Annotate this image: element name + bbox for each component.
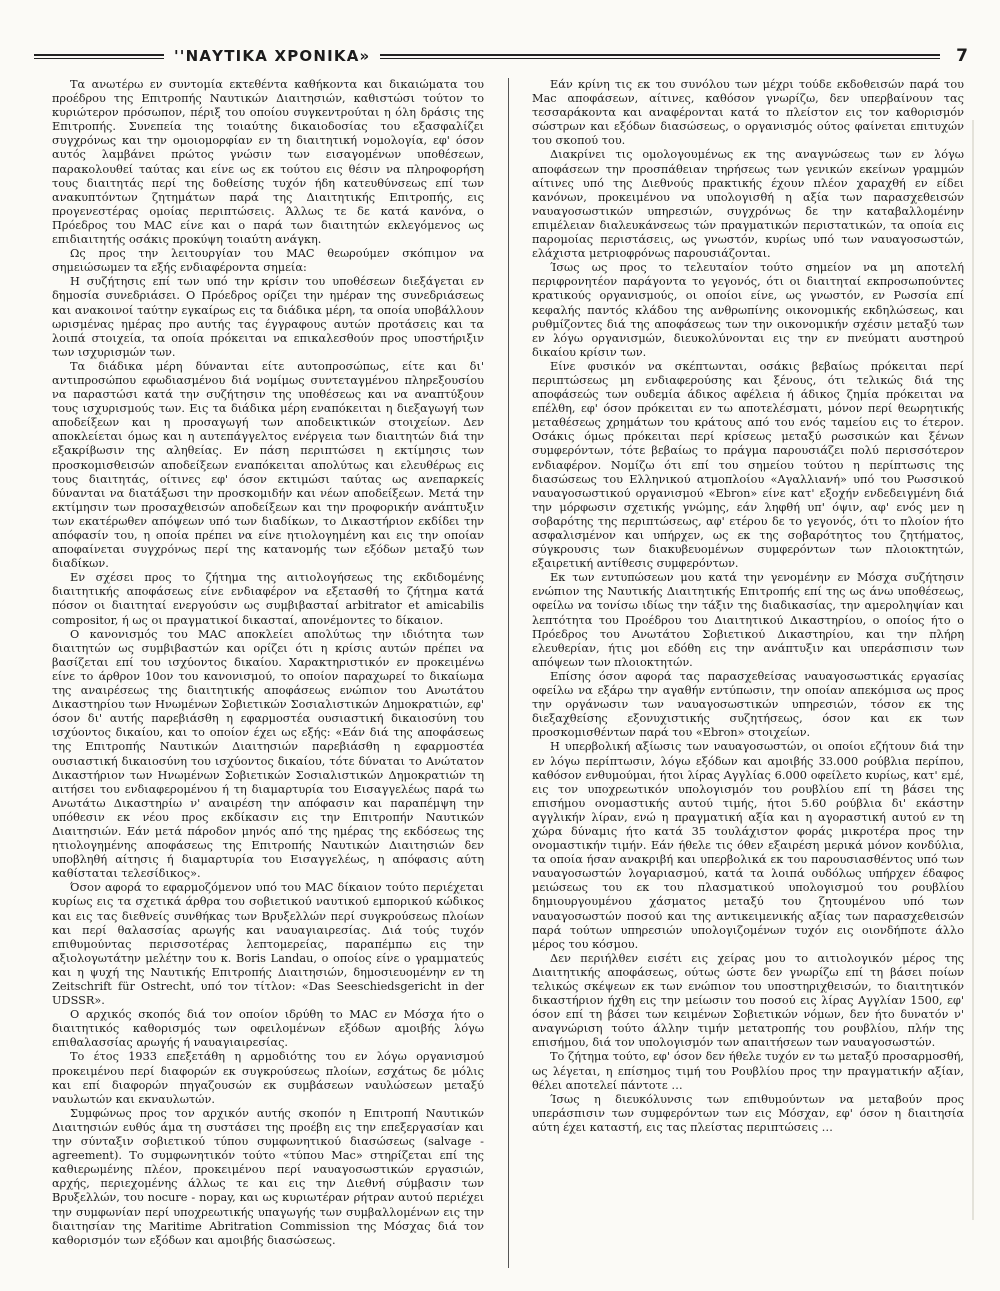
journal-title: ''ΝΑΥΤΙΚΑ ΧΡΟΝΙΚΑ» bbox=[174, 47, 371, 65]
paragraph: Συμφώνως προς τον αρχικόν αυτής σκοπόν η Επιτροπή Ναυτικών Διαιτησιών ευθύς άμα τη συστάσει της προέβη εις την επεξεργασίαν και την σύνταξιν σοβιετικού τύπου συμφωνητικού διασώσεως (salvage - agreement). Το συμφωνητικόν τούτο «τύπου Mac» στηρίζεται επί της καθιερωμένης πλέον, προκειμένου περί ναυαγοσωστικών εργασιών, αρχής, περιεχομένης άλλως τε και εις την Διεθνή σύμβασιν των Βρυξελλών, του nocure - nopay, και ως κυριωτέραν ρήτραν αυτού περιέχει την συμφωνίαν περί υποχρεωτικής υπαγωγής των συμβαλλομένων εις την διαιτησίαν της Maritime Abritration Commission της Μόσχας διά τον καθορισμόν των εξόδων και αμοιβής διασώσεως. bbox=[52, 1106, 484, 1247]
column-divider bbox=[508, 78, 509, 1268]
paragraph: Τα διάδικα μέρη δύνανται είτε αυτοπροσώπως, είτε και δι' αντιπροσώπου εφωδιασμένου διά νομίμως συντεταγμένου πληρεξουσίου να παραστώσι κατά την συζήτησιν της υποθέσεως και να αναπτύξουν τους ισχυρισμούς των. Εις τα διάδικα μέρη εναπόκειται η διεξαγωγή των αποδείξεων και η προσαγωγή των αποδεικτικών στοιχείων. Δεν αποκλείεται όμως και η αυτεπάγγελτος ενέργεια των διαιτητών διά την εξακρίβωσιν της αληθείας. Εν πάση περιπτώσει η εκτίμησις των προσκομισθεισών αποδείξεων εναπόκειται απολύτως και ελευθέρως εις τους διαιτητάς, οίτινες εφ' όσον εκτιμώσι ταύτας ως ανεπαρκείς δύνανται να διατάξωσι την προσκομιδήν και νέων αποδείξεων. Μετά την εκτίμησιν των προσαχθεισών αποδείξεων και την προφορικήν ανάπτυξιν των εκατέρωθεν απόψεων υπό των διαδίκων, το Δικαστήριον εκδίδει την απόφασίν του, η οποία πρέπει να είνε ητιολογημένη και εις την οποίαν αποφαίνεται συγχρόνως περί της κατανομής των εξόδων μεταξύ των διαδίκων. bbox=[52, 359, 484, 571]
header-rule-right bbox=[380, 54, 940, 59]
paragraph: Ο αρχικός σκοπός διά τον οποίον ιδρύθη το MAC εν Μόσχα ήτο ο διαιτητικός καθορισμός των οφειλομένων εξόδων αμοιβής λόγω επιθαλασσίας αρωγής ή ναυαγιαιρεσίας. bbox=[52, 1008, 484, 1050]
paragraph: Το ζήτημα τούτο, εφ' όσον δεν ήθελε τυχόν εν τω μεταξύ προσαρμοσθή, ως λέγεται, η επίσημος τιμή του Ρουβλίου προς την πραγματικήν αξίαν, θέλει αποτελεί πάντοτε … bbox=[532, 1050, 964, 1092]
right-column bbox=[532, 78, 964, 1268]
paragraph: Δεν περιήλθεν εισέτι εις χείρας μου το αιτιολογικόν μέρος της Διαιτητικής αποφάσεως, ούτως ώστε δεν γνωρίζω επί τη βάσει ποίων τελικώς σκέψεων εκ των ενώπιον του υποστηριχθεισών, το διαιτητικόν δικαστήριον ήχθη εις την μείωσιν του ποσού εις λίρας Αγγλίαν 1500, εφ' όσον επί τη βάσει των κειμένων Σοβιετικών νόμων, δεν ήτο δυνατόν ν' αναγνώριση τούτο άλλην τιμήν μετατροπής του ρουβλίου, πλήν της επισήμου, διά τον υπολογισμόν των απαιτήσεων των ναυαγοσωστών. bbox=[532, 951, 964, 1050]
running-header bbox=[34, 44, 968, 68]
paragraph: Διακρίνει τις ομολογουμένως εκ της αναγνώσεως των εν λόγω αποφάσεων την προσπάθειαν τηρήσεως των γενικών εκείνων γραμμών αίτινες υπό της Διεθνούς πρακτικής έχουν πλέον χαραχθή εν είδει κανόνων, προκειμένου να υπολογισθή η αξία των παρασχεθεισών ναυαγοσωστικών υπηρεσιών, συγχρόνως δε την καταβαλλομένην επιμέλειαν διαλευκάνσεως τών πραγματικών περιστατικών, τα οποία εις παρομοίας περιστάσεις, ως γνωστόν, κυρίως υπό των ναυαγοσωστών, ελάχιστα μετριοφρόνως παρουσιάζονται. bbox=[532, 148, 964, 261]
paragraph: Επίσης όσον αφορά τας παρασχεθείσας ναυαγοσωστικάς εργασίας οφείλω να εξάρω την αγαθήν εντύπωσιν, την οποίαν απεκόμισα ως προς την οργάνωσιν των ναυαγοσωστικών υπηρεσιών, τόσον εκ της διεξαχθείσης εξονυχιστικής συζητήσεως, όσον και εκ των προσκομισθέντων παρά του «Ebron» στοιχείων. bbox=[532, 669, 964, 740]
paragraph: Εν σχέσει προς το ζήτημα της αιτιολογήσεως της εκδιδομένης διαιτητικής αποφάσεως είνε ενδιαφέρον να εξετασθή το ζήτημα κατά πόσον οι διαιτηταί ενεργούσιν ως συμβιβασταί arbitrator et amicabilis compositor, ή ως οι πραγματικοί δικασταί, απονέμοντες το δίκαιον. bbox=[52, 571, 484, 627]
page-number: 7 bbox=[956, 46, 968, 66]
scan-edge-shadow bbox=[972, 120, 974, 1220]
header-rule-left bbox=[34, 54, 164, 59]
article-body bbox=[52, 78, 964, 1268]
paragraph: Ως προς την λειτουργίαν του MAC θεωρούμεν σκόπιμον να σημειώσωμεν τα εξής ενδιαφέροντα σημεία: bbox=[52, 247, 484, 275]
paragraph: Η υπερβολική αξίωσις των ναυαγοσωστών, οι οποίοι εζήτουν διά την εν λόγω περίπτωσιν, λόγω εξόδων και αμοιβής 33.000 ρούβλια περίπου, καθόσον ενθυμούμαι, ήτοι λίρας Αγγλίας 6.000 οφείλετο κυρίως, κατ' εμέ, εις τον υποχρεωτικόν υπολογισμόν του ρουβλίου επί τη βάσει της επισήμου ονομαστικής αυτού τιμής, ήτοι 5.60 ρούβλια δι' εκάστην αγγλικήν λίραν, ενώ η πραγματική αξία και η αγοραστική αυτού εν τη χώρα δύναμις ήτο κατά 35 τουλάχιστον φοράς μικροτέρα προς την ονομαστικήν τιμήν. Εάν ήθελε τις όθεν εξαιρέση μερικά μόνον κονδύλια, τα οποία ήσαν ανακριβή και υπερβολικά εκ του παρουσιασθέντος υπό των ναυαγοσωστών λογαριασμού, κατά τα λοιπά ουδόλως υπήρχεν έδαφος μειώσεως του εκ του πλασματικού υπολογισμού του ρουβλίου δημιουργουμένου χάσματος μεταξύ του ζητουμένου υπό των ναυαγοσωστών ποσού και της αντικειμενικής αξίας των παρασχεθεισών παρά τούτων υπηρεσιών υπολογιζομένων τυχόν εις οιονδήποτε άλλο μέρος του κόσμου. bbox=[532, 740, 964, 951]
paragraph: Η συζήτησις επί των υπό την κρίσιν του υποθέσεων διεξάγεται εν δημοσία συνεδριάσει. Ο Πρόεδρος ορίζει την ημέραν της συνεδριάσεως και ανακοινοί ταύτην εγκαίρως εις τα διάδικα μέρη, τα οποία υποβάλλουν ωρισμένας ημέρας προ αυτής τας έγγραφους αυτών προτάσεις και τα λοιπά στοιχεία, τα οποία πρόκειται να επικαλεσθούν προς υποστήριξιν των ισχυρισμών των. bbox=[52, 275, 484, 359]
paragraph: Όσον αφορά το εφαρμοζόμενον υπό του MAC δίκαιον τούτο περιέχεται κυρίως εις τα σχετικά άρθρα του σοβιετικού ναυτικού εμπορικού κώδικος και εις τας διεθνείς συνθήκας των Βρυξελλών περί συγκρούσεως πλοίων και περί θαλασσίας αρωγής και ναυαγιαιρεσίας. Διά τούς τυχόν επιθυμούντας περισσοτέρας λεπτομερείας, παραπέμπω εις την αξιολογωτάτην μελέτην του κ. Boris Landau, ο οποίος είνε ο γραμματεύς και η ψυχή της Ναυτικής Επιτροπής Διαιτησιών, δημοσιευομένην εν τη Zeitschrift für Ostrecht, υπό τον τίτλον: «Das Seeschiedsgericht in der UDSSR». bbox=[52, 881, 484, 1008]
paragraph: Το έτος 1933 επεξετάθη η αρμοδιότης του εν λόγω οργανισμού προκειμένου περί διαφορών εκ συγκρούσεως πλοίων, εσχάτως δε μόλις και επί διαφορών πηγαζουσών εκ συμβάσεων ναυλώσεων μεταξύ ναυλωτών και εκναυλωτών. bbox=[52, 1050, 484, 1106]
paragraph: Ίσως η διευκόλυνσις των επιθυμούντων να μεταβούν προς υπεράσπισιν των συμφερόντων των εις Μόσχαν, εφ' όσον η διαιτησία αύτη έχει καταστή, εις τας πλείστας περιπτώσεις … bbox=[532, 1092, 964, 1134]
paragraph: Είνε φυσικόν να σκέπτωνται, οσάκις βεβαίως πρόκειται περί περιπτώσεως μη ενδιαφερούσης και ξένους, ότι τελικώς διά της αποφάσεώς των ουδεμία άδικος αφέλεια ή άδικος ζημία πρόκειται να επέλθη, εφ' όσον πρόκειται εν τω αποτελέσματι, μόνον περί θεωρητικής μεταθέσεως χρημάτων του κράτους από του ενός ταμείου εις το έτερον. Οσάκις όμως πρόκειται περί κρίσεως μεταξύ ρωσσικών και ξένων συμφερόντων, τότε βεβαίως το πράγμα παρουσιάζει πολύ περισσότερον ενδιαφέρον. Νομίζω ότι επί του σημείου τούτου η περίπτωσις της διασώσεως του Ελληνικού ατμοπλοίου «Αγαλλιανή» υπό του Ρωσσικού ναυαγοσωστικού οργανισμού «Ebron» είνε κατ' εξοχήν ενδεδειγμένη διά την μόρφωσιν σχετικής γνώμης, εάν ληφθή υπ' όψιν, αφ' ενός μεν η σοβαρότης της περιπτώσεως, αφ' ετέρου δε το γεγονός, ότι το πλοίον ήτο ασφαλισμένον και υπήρχεν, ως εκ της σοβαρότητος του ζητήματος, σύγκρουσις των διακυβευομένων συμφερόντων των πλοιοκτητών, εξαιρετική αντίθεσις συμφερόντων. bbox=[532, 359, 964, 571]
paragraph: Ίσως ως προς το τελευταίον τούτο σημείον να μη αποτελή περιφρονητέον παράγοντα το γεγονός, ότι οι διαιτηταί εκπροσωπούντες κρατικούς οργανισμούς, οι οποίοι είνε, ως γνωστόν, εν Ρωσσία επί κεφαλής παντός κλάδου της ανθρωπίνης οικονομικής εκδηλώσεως, και ρυθμίζοντες διά της αποφάσεως των την οικονομικήν σχέσιν μεταξύ των εν λόγω οργανισμών, διευκολύνονται εις την εν πνεύματι αυστηρού δικαίου κρίσιν των. bbox=[532, 261, 964, 359]
paragraph: Ο κανονισμός του MAC αποκλείει απολύτως την ιδιότητα των διαιτητών ως συμβιβαστών και ορίζει ότι η κρίσις αυτών πρέπει να βασίζεται επί του ισχύοντος δικαίου. Χαρακτηριστικόν εν προκειμένω είνε το άρθρον 10ον του κανονισμού, το οποίον παραχωρεί το δικαίωμα της αναιρέσεως της διαιτητικής αποφάσεως ενώπιον του Ανωτάτου Δικαστηρίου των Ηνωμένων Σοβιετικών Σοσιαλιστικών Δημοκρατιών, εφ' όσον δι' αυτής παρεβιάσθη η εφαρμοστέα ουσιαστική δικαιοσύνη του ισχύοντος δικαίου, και το οποίον έχει ως εξής: «Εάν διά της αποφάσεως της Επιτροπής Ναυτικών Διαιτησιών παρεβιάσθη η εφαρμοστέα ουσιαστική δικαιοσύνη του ισχύοντος δικαίου, τότε δύναται το Ανώτατον Δικαστήριον των Ηνωμένων Σοβιετικών Σοσιαλιστικών Δημοκρατιών τη αιτήσει του ενδιαφερομένου ή τη διαμαρτυρία του Εισαγγελέως παρά τω Ανωτάτω Δικαστηρίω ν' αναιρέση την απόφασιν και παραπέμψη την υπόθεσιν εκ νέου προς εκδίκασιν εις την Επιτροπήν Ναυτικών Διαιτησιών. Εάν μετά πάροδον μηνός από της ημέρας της εκδόσεως της ητιολογημένης αποφάσεως της Επιτροπής Ναυτικών Διαιτησιών δεν υποβληθή αίτησις ή διαμαρτυρία του Εισαγγελέως, η απόφασις αύτη καθίσταται τελεσίδικος». bbox=[52, 627, 484, 881]
left-column bbox=[52, 78, 484, 1268]
paragraph: Εκ των εντυπώσεων μου κατά την γενομένην εν Μόσχα συζήτησιν ενώπιον της Ναυτικής Διαιτητικής Επιτροπής επί της ως άνω υποθέσεως, οφείλω να τονίσω ιδίως την τάξιν της διαδικασίας, την αμεροληψίαν και λεπτότητα του Προέδρου του Διαιτητικού Δικαστηρίου, ο οποίος ήτο ο Πρόεδρος του Ανωτάτου Σοβιετικού Δικαστηρίου, και την πλήρη ελευθερίαν, ήτις μοι εδόθη εις την ανάπτυξιν και υπεράσπισιν των απόψεων των πλοιοκτητών. bbox=[532, 571, 964, 669]
paragraph: Τα ανωτέρω εν συντομία εκτεθέντα καθήκοντα και δικαιώματα του προέδρου της Επιτροπής Ναυτικών Διαιτησιών, καθιστώσι τούτον το κυριώτερον πρόσωπον, πέριξ του οποίου συγκεντρούται η όλη δράσις της Επιτροπής. Συνεπεία της τοιαύτης δικαιοδοσίας του εξασφαλίζει συγχρόνως και την ομοιομορφίαν εν τη διαιτητική νομολογία, εφ' όσον αυτός λαμβάνει πρώτος γνώσιν των εισαγομένων υποθέσεων, παρακολουθεί ταύτας και είνε ως εκ τούτου εις θέσιν να πληροφορήση τους διαιτητάς περί της δοθείσης τυχόν ήδη κατευθύνσεως επί των ανακυπτόντων ζητημάτων παρά της Διαιτητικής Επιτροπής, εις προγενεστέρας ομοίας περιπτώσεις. Άλλως τε δε κατά κανόνα, ο Πρόεδρος του MAC είνε και ο παρά των διαιτητών εκλεγόμενος ως επιδιαιτητής οσάκις προκύψη τοιαύτη ανάγκη. bbox=[52, 78, 484, 247]
paragraph: Εάν κρίνη τις εκ του συνόλου των μέχρι τούδε εκδοθεισών παρά του Mac αποφάσεων, αίτινες, καθόσον γνωρίζω, δεν υπερβαίνουν τας τεσσαράκοντα και αναφέρονται κατά το πλείστον εις τον καθορισμόν σώστρων και εξόδων διασώσεως, ο οργανισμός ούτος φαίνεται επιτυχών του σκοπού του. bbox=[532, 78, 964, 148]
